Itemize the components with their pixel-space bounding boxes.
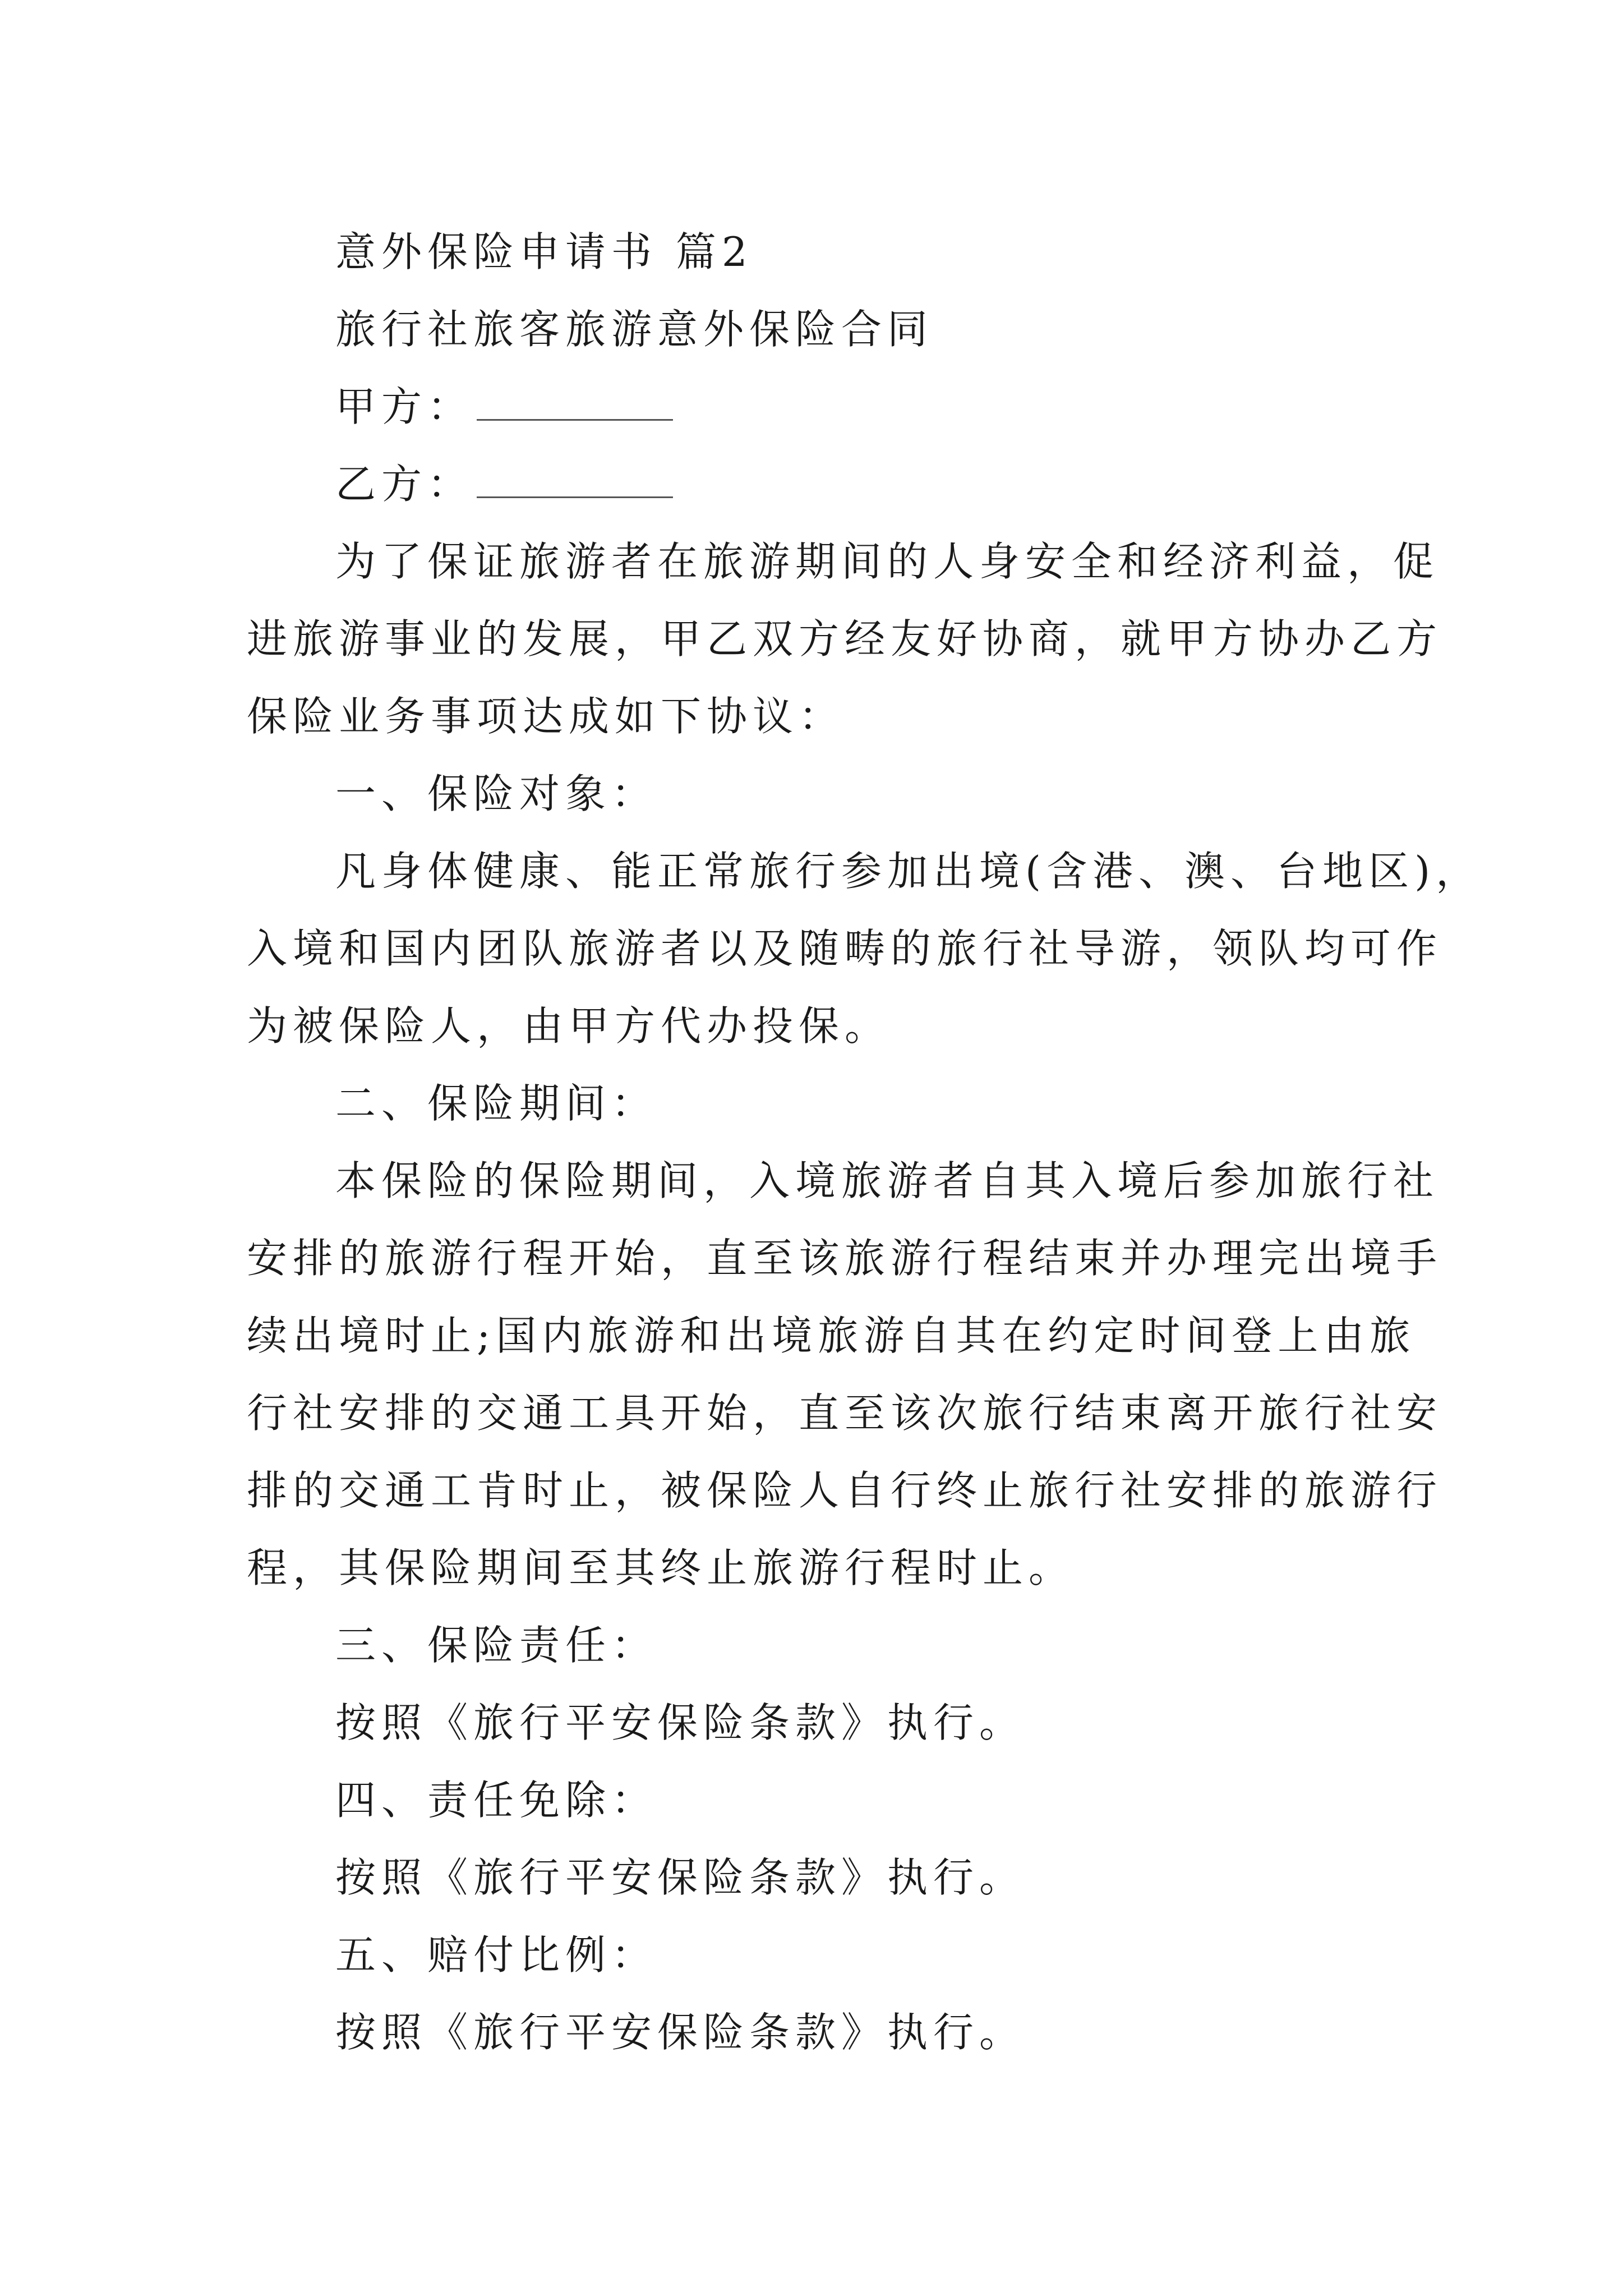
section-1-body: [247, 832, 1482, 1065]
section-3-title: 三、保险责任：: [335, 1622, 658, 1669]
contract-title: 旅行社旅客旅游意外保险合同: [335, 306, 934, 353]
document-body: [247, 213, 1482, 2071]
section-1-line: 为被保险人，由甲方代办投保。: [247, 1002, 891, 1050]
section-1-line: 凡身体健康、能正常旅行参加出境(含港、澳、台地区)，: [335, 848, 1482, 895]
section-3-body: 按照《旅行平安保险条款》执行。: [335, 1699, 1026, 1746]
section-2-line: 续出境时止;国内旅游和出境旅游自其在约定时间登上由旅: [247, 1312, 1416, 1359]
section-4-body: 按照《旅行平安保险条款》执行。: [335, 1854, 1026, 1901]
intro-line: 保险业务事项达成如下协议：: [247, 693, 845, 740]
section-5-body: 按照《旅行平安保险条款》执行。: [335, 2009, 1026, 2056]
party-b-blank: [477, 463, 673, 498]
section-2-line: 排的交通工肯时止，被保险人自行终止旅行社安排的旅游行: [247, 1467, 1443, 1514]
intro-line: 进旅游事业的发展，甲乙双方经友好协商，就甲方协办乙方: [247, 615, 1443, 662]
party-b-line: [247, 445, 1441, 523]
section-1-line: 入境和国内团队旅游者以及随畴的旅行社导游，领队均可作: [247, 925, 1443, 972]
section-2-line: 程，其保险期间至其终止旅游行程时止。: [247, 1544, 1075, 1591]
party-b-label: 乙方：: [335, 461, 474, 508]
section-2-line: 本保险的保险期间，入境旅游者自其入境后参加旅行社: [335, 1157, 1440, 1204]
intro-paragraph: [247, 523, 1441, 755]
party-a-blank: [477, 385, 673, 421]
section-2-title: 二、保险期间：: [335, 1080, 658, 1127]
party-a-line: [247, 368, 1441, 445]
document-heading: 意外保险申请书 篇2: [335, 228, 753, 275]
section-5-title: 五、赔付比例：: [335, 1931, 658, 1978]
section-2-line: 行社安排的交通工具开始，直至该次旅行结束离开旅行社安: [247, 1389, 1443, 1437]
party-a-label: 甲方：: [335, 383, 474, 430]
section-2-body: [247, 1142, 1441, 1607]
intro-line: 为了保证旅游者在旅游期间的人身安全和经济利益，促: [335, 538, 1440, 585]
section-4-title: 四、责任免除：: [335, 1777, 658, 1824]
section-2-line: 安排的旅游行程开始，直至该旅游行程结束并办理完出境手: [247, 1235, 1443, 1282]
section-1-title: 一、保险对象：: [335, 770, 658, 817]
